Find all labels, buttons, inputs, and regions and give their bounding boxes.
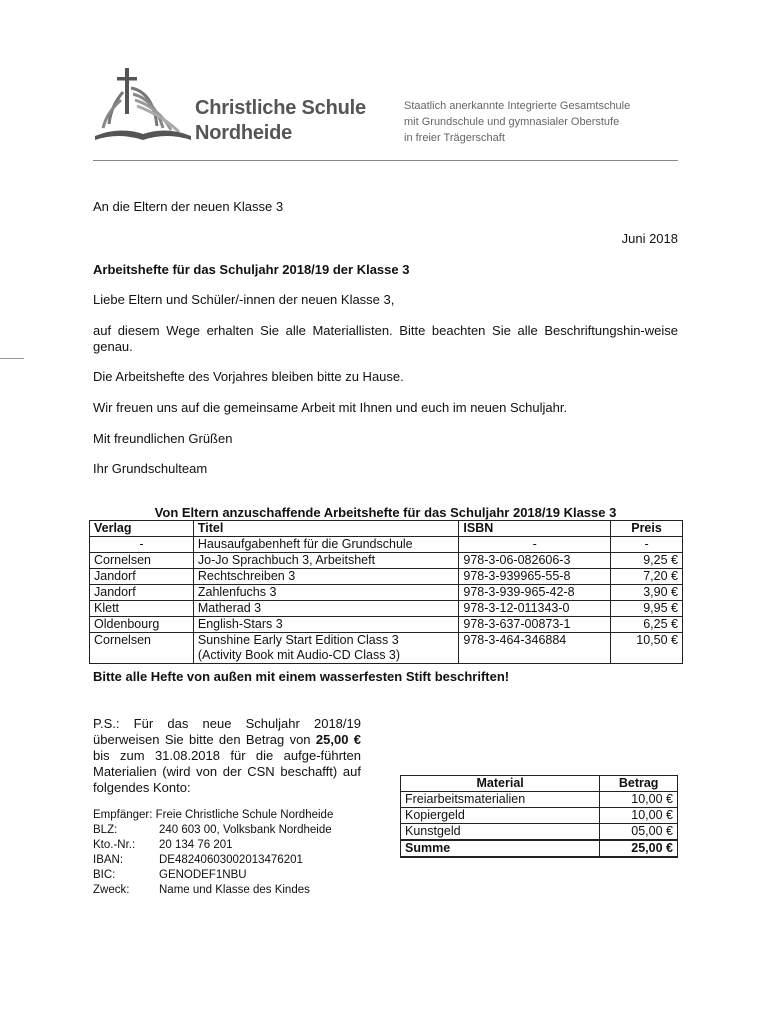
- table-row: [401, 808, 678, 824]
- cell-material: Kopiergeld: [401, 808, 600, 824]
- table-header-row: [401, 776, 678, 792]
- cell-isbn: -: [459, 537, 611, 553]
- bank-label: Zweck:: [93, 884, 130, 896]
- cell-isbn: 978-3-939-965-42-8: [459, 585, 611, 601]
- table-row: [90, 585, 683, 601]
- column-header: Betrag: [600, 776, 678, 792]
- bank-row: [93, 838, 333, 853]
- school-name: [195, 96, 366, 146]
- cell-publisher: Jandorf: [90, 569, 194, 585]
- cell-price: 6,25 €: [611, 617, 683, 633]
- table-header-row: [90, 521, 683, 537]
- table-row: [401, 792, 678, 808]
- paragraph-workbooks: Die Arbeitshefte des Vorjahres bleiben bitte zu Hause.: [93, 369, 404, 384]
- ps-amount: 25,00 €: [315, 732, 362, 747]
- school-description: [404, 98, 630, 146]
- signature: Ihr Grundschulteam: [93, 461, 208, 476]
- table-row: [90, 553, 683, 569]
- cell-amount: 10,00 €: [600, 808, 678, 824]
- books-table: [89, 520, 683, 664]
- bank-row: [93, 823, 333, 838]
- cell-isbn: 978-3-12-011343-0: [459, 601, 611, 617]
- salutation: Liebe Eltern und Schüler/-innen der neuen Klasse 3,: [93, 292, 395, 307]
- table-row: [401, 824, 678, 841]
- letter-subject: Arbeitshefte für das Schuljahr 2018/19 der Klasse 3: [93, 262, 410, 277]
- column-header: Material: [401, 776, 600, 792]
- cell-material: Freiarbeitsmaterialien: [401, 792, 600, 808]
- column-header: Verlag: [90, 521, 194, 537]
- total-label: Summe: [401, 840, 600, 857]
- cell-isbn: 978-3-939965-55-8: [459, 569, 611, 585]
- cell-isbn: 978-3-637-00873-1: [459, 617, 611, 633]
- bank-value: 20 134 76 201: [159, 839, 233, 851]
- school-logo: [93, 66, 193, 142]
- bank-value: DE48240603002013476201: [159, 854, 303, 866]
- cell-publisher: -: [90, 537, 194, 553]
- header-divider: [93, 160, 678, 161]
- cell-isbn: 978-3-06-082606-3: [459, 553, 611, 569]
- cell-price: -: [611, 537, 683, 553]
- ps-paragraph: [93, 716, 361, 796]
- bank-label: Kto.-Nr.:: [93, 839, 136, 851]
- school-name-line2: Nordheide: [195, 122, 293, 144]
- cell-publisher: Klett: [90, 601, 194, 617]
- school-description-line: Staatlich anerkannte Integrierte Gesamtschule: [404, 100, 631, 112]
- cell-title: Zahlenfuchs 3: [193, 585, 459, 601]
- table-row: [90, 537, 683, 553]
- letter-date: Juni 2018: [621, 231, 678, 246]
- cell-price: 10,50 €: [611, 633, 683, 664]
- cell-material: Kunstgeld: [401, 824, 600, 841]
- bank-row: [93, 883, 333, 898]
- table-row: [90, 633, 683, 664]
- table-row: [90, 617, 683, 633]
- bank-label: BLZ:: [93, 824, 118, 836]
- total-row: [401, 840, 678, 857]
- cell-title: [193, 633, 459, 664]
- bank-label: IBAN:: [93, 854, 124, 866]
- cell-publisher: Cornelsen: [90, 553, 194, 569]
- cell-isbn: 978-3-464-346884: [459, 633, 611, 664]
- cell-title-line: Sunshine Early Start Edition Class 3: [197, 633, 399, 647]
- bank-row: [93, 868, 333, 883]
- bank-row: [93, 853, 333, 868]
- school-description-line: in freier Trägerschaft: [404, 132, 505, 144]
- cell-price: 9,25 €: [611, 553, 683, 569]
- cell-amount: 10,00 €: [600, 792, 678, 808]
- bank-value: GENODEF1NBU: [159, 869, 247, 881]
- table-row: [90, 569, 683, 585]
- books-table-caption: Von Eltern anzuschaffende Arbeitshefte für das Schuljahr 2018/19 Klasse 3: [154, 505, 617, 520]
- paragraph-welcome: Wir freuen uns auf die gemeinsame Arbeit mit Ihnen und euch im neuen Schuljahr.: [93, 400, 568, 415]
- column-header: Titel: [193, 521, 459, 537]
- cell-title: Matherad 3: [193, 601, 459, 617]
- cell-title: Hausaufgabenheft für die Grundschule: [193, 537, 459, 553]
- bank-value: 240 603 00, Volksbank Nordheide: [159, 824, 332, 836]
- cell-title-line: (Activity Book mit Audio-CD Class 3): [197, 648, 401, 662]
- school-name-line1: Christliche Schule: [195, 97, 366, 119]
- cell-price: 9,95 €: [611, 601, 683, 617]
- school-description-line: mit Grundschule und gymnasialer Oberstufe: [404, 116, 620, 128]
- cell-price: 3,90 €: [611, 585, 683, 601]
- total-amount: 25,00 €: [600, 840, 678, 857]
- cell-publisher: Jandorf: [90, 585, 194, 601]
- material-cost-table: [400, 775, 678, 858]
- cell-title: Jo-Jo Sprachbuch 3, Arbeitsheft: [193, 553, 459, 569]
- bank-recipient: Empfänger: Freie Christliche Schule Nordheide: [93, 809, 334, 821]
- paragraph-materials: auf diesem Wege erhalten Sie alle Materiallisten. Bitte beachten Sie alle Beschriftungshin-weise genau.: [93, 323, 678, 354]
- column-header: ISBN: [459, 521, 611, 537]
- column-header: Preis: [611, 521, 683, 537]
- ps-text-before: P.S.: Für das neue Schuljahr 2018/19 überweisen Sie bitte den Betrag von: [93, 716, 361, 747]
- cell-title: English-Stars 3: [193, 617, 459, 633]
- bank-details: [93, 808, 333, 898]
- recipient-line: An die Eltern der neuen Klasse 3: [93, 199, 284, 214]
- bank-value: Name und Klasse des Kindes: [159, 884, 310, 896]
- cell-amount: 05,00 €: [600, 824, 678, 841]
- bank-label: BIC:: [93, 869, 116, 881]
- closing: Mit freundlichen Grüßen: [93, 431, 233, 446]
- table-row: [90, 601, 683, 617]
- cell-title: Rechtschreiben 3: [193, 569, 459, 585]
- ps-text-after: bis zum 31.08.2018 für die aufge-führten Materialien (wird von der CSN beschafft) auf folgendes Konto:: [93, 748, 361, 795]
- cell-publisher: Cornelsen: [90, 633, 194, 664]
- cell-price: 7,20 €: [611, 569, 683, 585]
- labeling-note: Bitte alle Hefte von außen mit einem wasserfesten Stift beschriften!: [93, 669, 510, 684]
- fold-mark: [0, 358, 24, 359]
- cell-publisher: Oldenbourg: [90, 617, 194, 633]
